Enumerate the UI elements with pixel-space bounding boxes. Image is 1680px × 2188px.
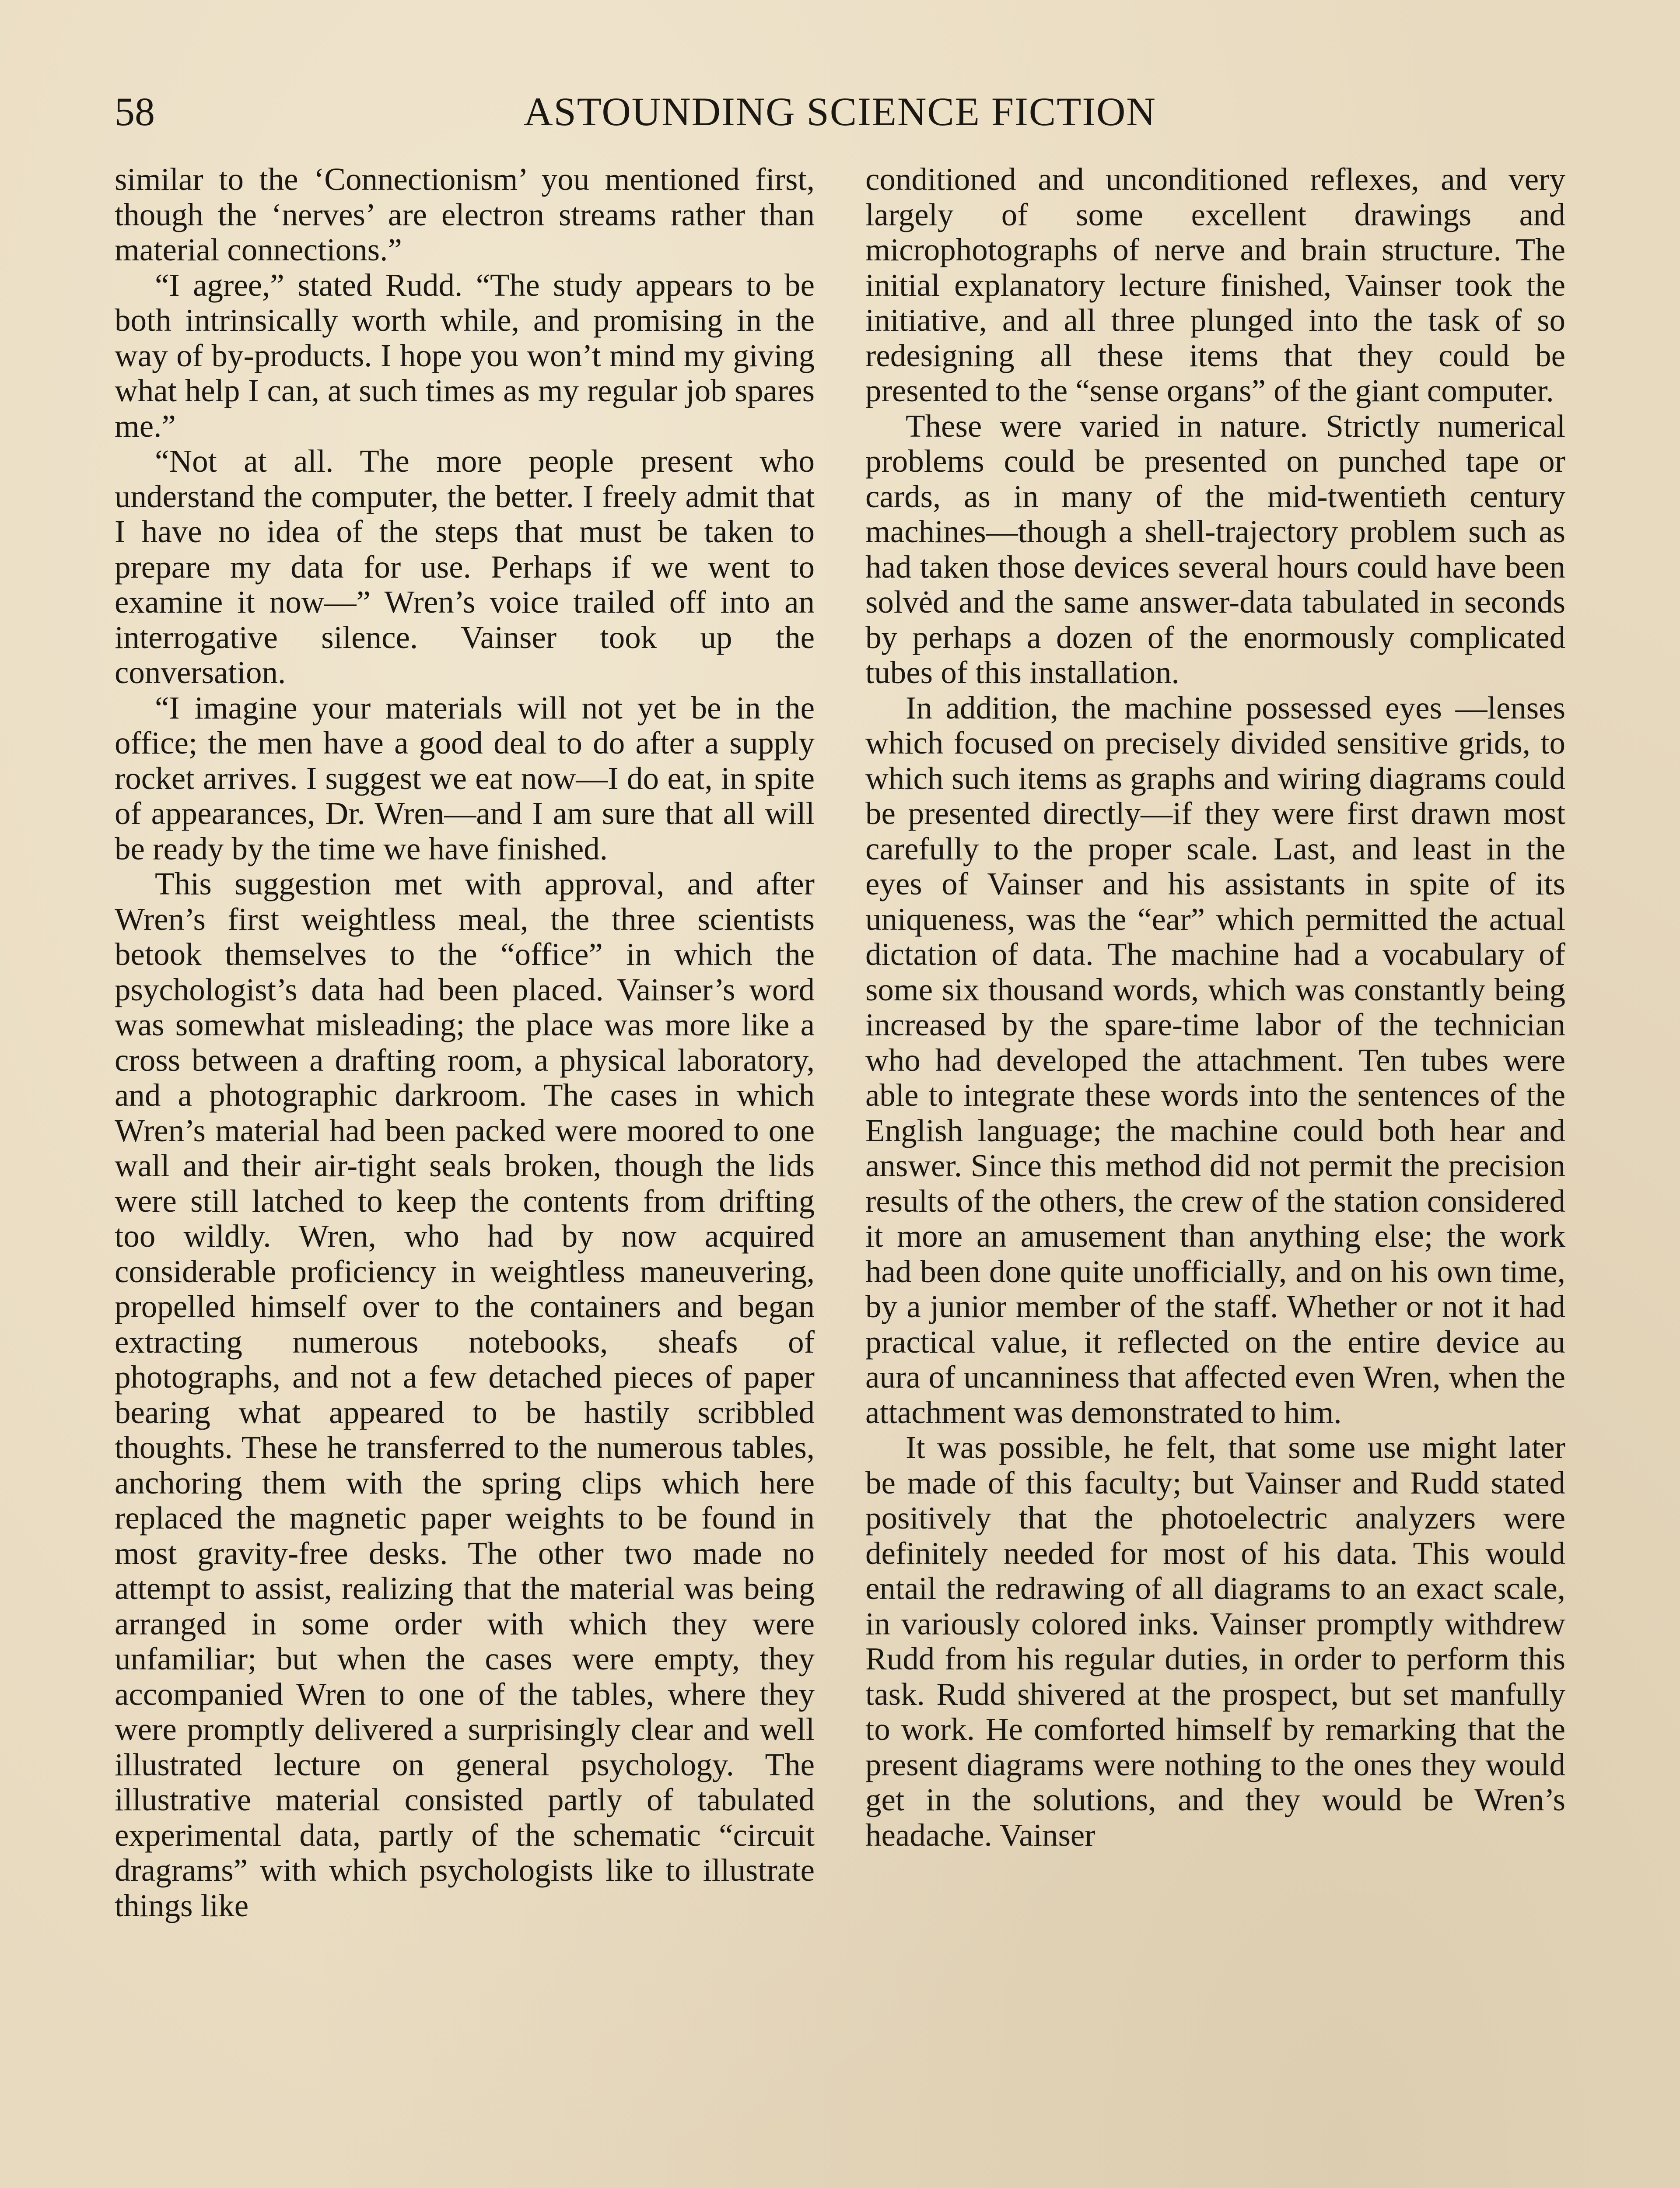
paragraph: “Not at all. The more people present who understand the computer, the better. I freely admit that I have no idea of the steps that must be taken to prepare my data for use. Perhaps if we went to examine it now—” Wren’s voice trailed off into an interrogative silence. Vainser took up the conversation.: [115, 443, 815, 690]
right-column: [865, 162, 1565, 1853]
paragraph: conditioned and unconditioned reflexes, and very largely of some excellent drawings and microphotographs of nerve and brain structure. The initial explanatory lecture finished, Vainser took the initiative, and all three plunged into the task of so redesigning all these items that they could be presented to the “sense organs” of the giant computer.: [865, 161, 1565, 408]
page-header: [115, 83, 1565, 140]
paragraph: In addition, the machine possessed eyes —lenses which focused on precisely divided sensitive grids, to which such items as graphs and wiring diagrams could be presented directly—if they were first drawn most carefully to the proper scale. Last, and least in the eyes of Vainser and his assistants in spite of its uniqueness, was the “ear” which permitted the actual dictation of data. The machine had a vocabulary of some six thousand words, which was constantly being increased by the spare-time labor of the technician who had developed the attachment. Ten tubes were able to integrate these words into the sentences of the English language; the machine could both hear and answer. Since this method did not permit the precision results of the others, the crew of the station considered it more an amusement than anything else; the work had been done quite unofficially, and on his own time, by a junior member of the staff. Whether or not it had practical value, it reflected on the entire device au aura of uncanniness that affected even Wren, when the attachment was demonstrated to him.: [865, 690, 1565, 1430]
paragraph: “I imagine your materials will not yet be in the office; the men have a good deal to do after a supply rocket arrives. I suggest we eat now—I do eat, in spite of appearances, Dr. Wren—and I am sure that all will be ready by the time we have finished.: [115, 690, 815, 866]
paragraph: These were varied in nature. Strictly numerical problems could be presented on punched tape or cards, as in many of the mid-twentieth century machines—though a shell-trajectory problem such as had taken those devices several hours could have been solvėd and the same answer-data tabulated in seconds by perhaps a dozen of the enormously complicated tubes of this installation.: [865, 408, 1565, 690]
paragraph: “I agree,” stated Rudd. “The study appears to be both intrinsically worth while, and promising in the way of by-products. I hope you won’t mind my giving what help I can, at such times as my regular job spares me.”: [115, 267, 815, 444]
running-head: ASTOUNDING SCIENCE FICTION: [524, 89, 1156, 134]
paragraph: This suggestion met with approval, and after Wren’s first weightless meal, the three scientists betook themselves to the “office” in which the psychologist’s data had been placed. Vainser’s word was somewhat misleading; the place was more like a cross between a drafting room, a physical laboratory, and a photographic darkroom. The cases in which Wren’s material had been packed were moored to one wall and their air-tight seals broken, though the lids were still latched to keep the contents from drifting too wildly. Wren, who had by now acquired considerable proficiency in weightless maneuvering, propelled himself over to the containers and began extracting numerous notebooks, sheafs of photographs, and not a few detached pieces of paper bearing what appeared to be hastily scribbled thoughts. These he transferred to the numerous tables, anchoring them with the spring clips which here replaced the magnetic paper weights to be found in most gravity-free desks. The other two made no attempt to assist, realizing that the material was being arranged in some order with which they were unfamiliar; but when the cases were empty, they accompanied Wren to one of the tables, where they were promptly delivered a surprisingly clear and well illustrated lecture on general psychology. The illustrative material consisted partly of tabulated experimental data, partly of the schematic “circuit dragrams” with which psychologists like to illustrate things like: [115, 866, 815, 1923]
left-column: [115, 162, 815, 1923]
paragraph: It was possible, he felt, that some use might later be made of this faculty; but Vainser and Rudd stated positively that the photoelectric analyzers were definitely needed for most of his data. This would entail the redrawing of all diagrams to an exact scale, in variously colored inks. Vainser promptly withdrew Rudd from his regular duties, in order to perform this task. Rudd shivered at the prospect, but set manfully to work. He comforted himself by remarking that the present diagrams were nothing to the ones they would get in the solutions, and they would be Wren’s headache. Vainser: [865, 1430, 1565, 1853]
paragraph: similar to the ‘Connectionism’ you mentioned first, though the ‘nerves’ are electron streams rather than material connections.”: [115, 161, 815, 267]
page-number: 58: [115, 89, 155, 134]
